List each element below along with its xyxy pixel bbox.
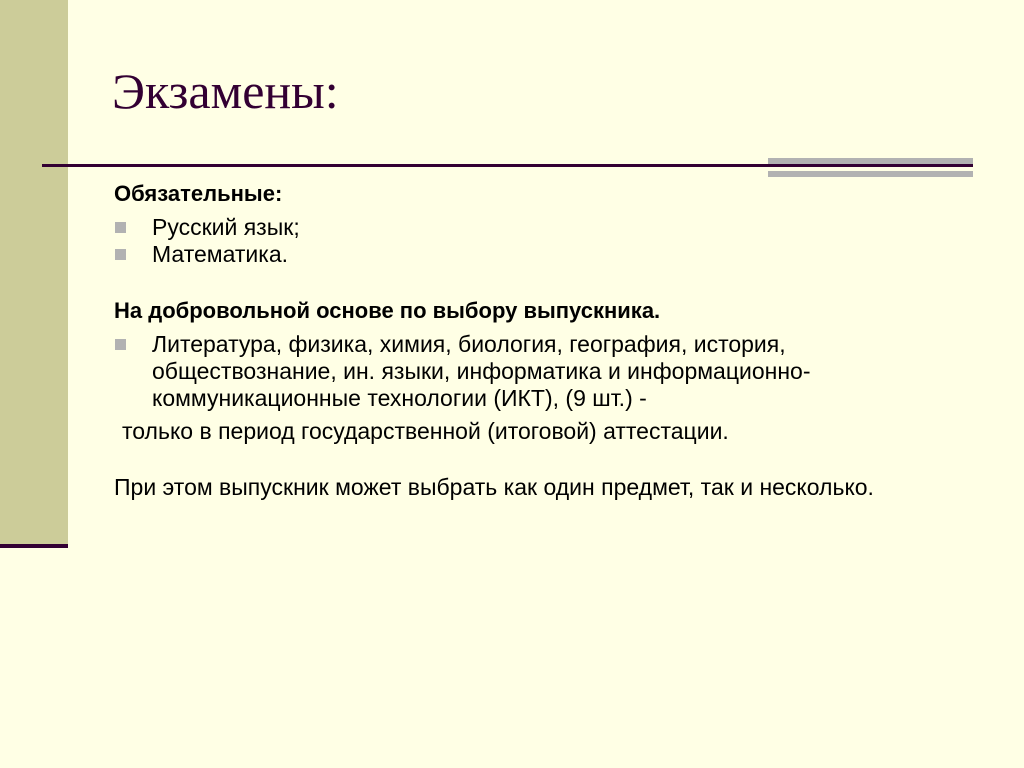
square-bullet-icon	[115, 249, 126, 260]
slide-title: Экзамены:	[112, 63, 339, 119]
mandatory-heading: Обязательные:	[114, 181, 283, 206]
list-item	[114, 241, 934, 268]
list-item-text: Русский язык;	[152, 214, 300, 240]
list-item-text: Литература, физика, химия, биология, география, история, обществознание, ин. языки, информатика и информационно-коммуникационные технологии (ИКТ), (9 шт.) -	[152, 331, 811, 411]
list-item	[114, 214, 934, 241]
period-note: только в период государственной (итоговой) аттестации.	[122, 418, 729, 444]
choice-note: При этом выпускник может выбрать как один предмет, так и несколько.	[114, 474, 874, 500]
accent-bars	[768, 158, 973, 178]
accent-bar-top	[768, 158, 973, 164]
slide-body	[114, 180, 934, 501]
optional-heading: На добровольной основе по выбору выпускника.	[114, 298, 661, 323]
left-band-underline	[0, 544, 68, 548]
square-bullet-icon	[115, 222, 126, 233]
spacer	[114, 268, 934, 297]
spacer	[114, 445, 934, 474]
accent-bar-bottom	[768, 171, 973, 177]
square-bullet-icon	[115, 339, 126, 350]
list-item	[114, 331, 934, 412]
left-decorative-band	[0, 0, 68, 545]
list-item-text: Математика.	[152, 241, 289, 267]
